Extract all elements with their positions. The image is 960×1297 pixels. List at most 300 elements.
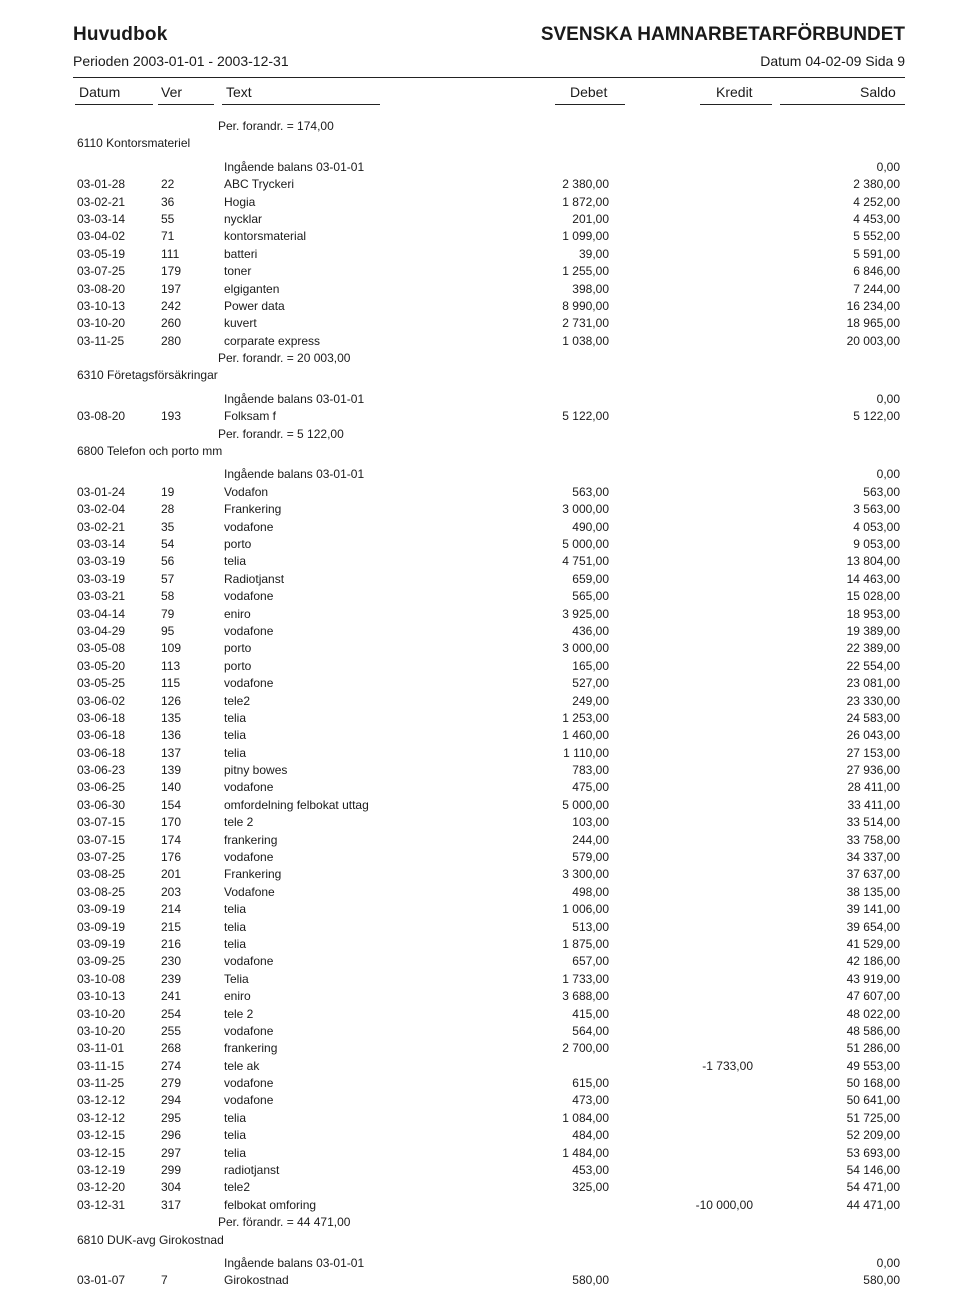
entry-text: vodafone bbox=[224, 623, 274, 638]
entry-debet: 484,00 bbox=[572, 1128, 609, 1143]
ledger-row bbox=[0, 988, 960, 1005]
ledger-row bbox=[0, 536, 960, 553]
ledger-row bbox=[0, 1255, 960, 1272]
entry-text: telia bbox=[224, 919, 247, 934]
entry-date: 03-12-31 bbox=[77, 1197, 126, 1212]
entry-debet: 473,00 bbox=[572, 1093, 609, 1108]
entry-voucher: 58 bbox=[161, 589, 175, 604]
entry-text: tele2 bbox=[224, 693, 251, 708]
entry-saldo: 4 252,00 bbox=[853, 194, 900, 209]
entry-saldo: 580,00 bbox=[863, 1273, 900, 1288]
column-underline-text bbox=[222, 104, 380, 105]
ledger-row bbox=[0, 1272, 960, 1289]
entry-debet: 5 000,00 bbox=[562, 536, 609, 551]
entry-saldo: 5 122,00 bbox=[853, 409, 900, 424]
ledger-row bbox=[0, 211, 960, 228]
entry-saldo: 44 471,00 bbox=[846, 1197, 900, 1212]
entry-saldo: 4 453,00 bbox=[853, 211, 900, 226]
report-title: Huvudbok bbox=[73, 24, 168, 45]
column-header-datum: Datum bbox=[79, 84, 121, 100]
ledger-row bbox=[0, 832, 960, 849]
ledger-row bbox=[0, 588, 960, 605]
ledger-row bbox=[0, 484, 960, 501]
entry-date: 03-06-18 bbox=[77, 745, 126, 760]
entry-date: 03-02-04 bbox=[77, 502, 126, 517]
entry-text: frankering bbox=[224, 1041, 278, 1056]
ledger-row bbox=[0, 408, 960, 425]
entry-date: 03-05-08 bbox=[77, 641, 126, 656]
entry-text: telia bbox=[224, 936, 247, 951]
entry-date: 03-10-20 bbox=[77, 316, 126, 331]
entry-saldo: 22 554,00 bbox=[846, 658, 900, 673]
entry-saldo: 18 953,00 bbox=[846, 606, 900, 621]
entry-date: 03-02-21 bbox=[77, 194, 126, 209]
entry-date: 03-06-30 bbox=[77, 797, 126, 812]
entry-debet: 5 122,00 bbox=[562, 409, 609, 424]
entry-voucher: 71 bbox=[161, 229, 175, 244]
entry-saldo: 0,00 bbox=[876, 159, 900, 174]
entry-date: 03-12-12 bbox=[77, 1093, 126, 1108]
entry-text: vodafone bbox=[224, 519, 274, 534]
entry-date: 03-08-20 bbox=[77, 281, 126, 296]
entry-date: 03-01-28 bbox=[77, 177, 126, 192]
entry-saldo: 51 286,00 bbox=[846, 1041, 900, 1056]
entry-date: 03-03-14 bbox=[77, 211, 126, 226]
ledger-row bbox=[0, 1023, 960, 1040]
period-change-text: Per. förandr. = 44 471,00 bbox=[218, 1215, 351, 1230]
entry-text: Frankering bbox=[224, 867, 282, 882]
entry-voucher: 170 bbox=[161, 815, 182, 830]
entry-saldo: 33 514,00 bbox=[846, 815, 900, 830]
ledger-row bbox=[0, 710, 960, 727]
entry-date: 03-06-25 bbox=[77, 780, 126, 795]
entry-text: toner bbox=[224, 264, 252, 279]
entry-voucher: 28 bbox=[161, 502, 175, 517]
entry-text: vodafone bbox=[224, 850, 274, 865]
entry-saldo: 39 654,00 bbox=[846, 919, 900, 934]
ledger-row bbox=[0, 391, 960, 408]
entry-text: vodafone bbox=[224, 676, 274, 691]
entry-debet: 513,00 bbox=[572, 919, 609, 934]
entry-text: eniro bbox=[224, 606, 251, 621]
entry-date: 03-08-25 bbox=[77, 884, 126, 899]
entry-text: vodafone bbox=[224, 954, 274, 969]
ledger-row bbox=[0, 519, 960, 536]
entry-debet: 490,00 bbox=[572, 519, 609, 534]
entry-debet: 2 380,00 bbox=[562, 177, 609, 192]
entry-voucher: 126 bbox=[161, 693, 182, 708]
entry-date: 03-01-07 bbox=[77, 1273, 126, 1288]
entry-voucher: 242 bbox=[161, 298, 182, 313]
entry-saldo: 51 725,00 bbox=[846, 1110, 900, 1125]
ledger-row bbox=[0, 919, 960, 936]
ledger-row bbox=[0, 1127, 960, 1144]
ledger-row bbox=[0, 936, 960, 953]
entry-voucher: 297 bbox=[161, 1145, 182, 1160]
entry-debet: 5 000,00 bbox=[562, 797, 609, 812]
ledger-row bbox=[0, 849, 960, 866]
entry-date: 03-10-20 bbox=[77, 1006, 126, 1021]
entry-saldo: 27 153,00 bbox=[846, 745, 900, 760]
entry-date: 03-11-25 bbox=[77, 333, 125, 348]
entry-voucher: 254 bbox=[161, 1006, 182, 1021]
ledger-row bbox=[0, 901, 960, 918]
entry-debet: 475,00 bbox=[572, 780, 609, 795]
entry-saldo: 0,00 bbox=[876, 467, 900, 482]
entry-text: porto bbox=[224, 641, 252, 656]
organization-name: SVENSKA HAMNARBETARFÖRBUNDET bbox=[540, 24, 905, 45]
entry-voucher: 35 bbox=[161, 519, 175, 534]
entry-date: 03-09-19 bbox=[77, 936, 126, 951]
ledger-row bbox=[0, 501, 960, 518]
entry-debet: 103,00 bbox=[572, 815, 609, 830]
entry-kredit: -10 000,00 bbox=[695, 1197, 753, 1212]
column-underline-kredit bbox=[700, 104, 772, 105]
account-title: 6310 Företagsförsäkringar bbox=[77, 368, 218, 383]
column-underline-datum bbox=[75, 104, 153, 105]
entry-debet: 1 875,00 bbox=[562, 936, 609, 951]
entry-text: vodafone bbox=[224, 780, 274, 795]
entry-text: telia bbox=[224, 728, 247, 743]
entry-saldo: 3 563,00 bbox=[853, 502, 900, 517]
column-header-saldo: Saldo bbox=[860, 84, 896, 100]
entry-debet: 1 099,00 bbox=[562, 229, 609, 244]
entry-debet: 3 000,00 bbox=[562, 641, 609, 656]
entry-voucher: 255 bbox=[161, 1023, 182, 1038]
period-change-text: Per. forandr. = 174,00 bbox=[218, 119, 334, 133]
entry-debet: 563,00 bbox=[572, 484, 609, 499]
entry-date: 03-03-19 bbox=[77, 554, 126, 569]
entry-saldo: 33 758,00 bbox=[846, 832, 900, 847]
entry-text: frankering bbox=[224, 832, 278, 847]
entry-text: Telia bbox=[224, 971, 249, 986]
ledger-row bbox=[0, 1092, 960, 1109]
entry-debet: 453,00 bbox=[572, 1163, 609, 1178]
entry-kredit: -1 733,00 bbox=[702, 1058, 753, 1073]
column-header-kredit: Kredit bbox=[716, 84, 753, 100]
ledger-row bbox=[0, 1197, 960, 1214]
entry-date: 03-12-20 bbox=[77, 1180, 126, 1195]
entry-text: Vodafon bbox=[224, 484, 269, 499]
ledger-row bbox=[0, 658, 960, 675]
entry-text: batteri bbox=[224, 246, 258, 261]
entry-voucher: 111 bbox=[161, 246, 180, 261]
entry-text: tele2 bbox=[224, 1180, 251, 1195]
entry-text: vodafone bbox=[224, 589, 274, 604]
entry-debet: 565,00 bbox=[572, 589, 609, 604]
entry-text: Ingående balans 03-01-01 bbox=[224, 391, 365, 406]
entry-debet: 1 484,00 bbox=[562, 1145, 609, 1160]
ledger-row bbox=[0, 571, 960, 588]
entry-debet: 1 084,00 bbox=[562, 1110, 609, 1125]
entry-text: kontorsmaterial bbox=[224, 229, 307, 244]
entry-date: 03-03-21 bbox=[77, 589, 126, 604]
entry-debet: 659,00 bbox=[572, 571, 609, 586]
entry-saldo: 28 411,00 bbox=[847, 780, 900, 795]
entry-saldo: 19 389,00 bbox=[846, 623, 900, 638]
entry-voucher: 136 bbox=[161, 728, 182, 743]
ledger-row bbox=[0, 298, 960, 315]
entry-debet: 2 731,00 bbox=[562, 316, 609, 331]
entry-text: telia bbox=[224, 745, 247, 760]
column-header-text: Text bbox=[226, 84, 252, 100]
entry-voucher: 56 bbox=[161, 554, 175, 569]
entry-debet: 325,00 bbox=[572, 1180, 609, 1195]
entry-voucher: 279 bbox=[161, 1076, 182, 1091]
entry-saldo: 52 209,00 bbox=[846, 1128, 900, 1143]
entry-voucher: 215 bbox=[161, 919, 182, 934]
entry-text: tele 2 bbox=[224, 815, 254, 830]
entry-text: telia bbox=[224, 1110, 247, 1125]
ledger-row bbox=[0, 1110, 960, 1127]
entry-debet: 398,00 bbox=[572, 281, 609, 296]
entry-saldo: 37 637,00 bbox=[846, 867, 900, 882]
entry-debet: 527,00 bbox=[572, 676, 609, 691]
ledger-row bbox=[0, 194, 960, 211]
entry-text: radiotjanst bbox=[224, 1163, 280, 1178]
entry-date: 03-10-13 bbox=[77, 298, 126, 313]
entry-saldo: 39 141,00 bbox=[846, 902, 900, 917]
entry-voucher: 294 bbox=[161, 1093, 182, 1108]
entry-saldo: 20 003,00 bbox=[846, 333, 900, 348]
entry-text: Ingående balans 03-01-01 bbox=[224, 467, 365, 482]
entry-date: 03-03-19 bbox=[77, 571, 126, 586]
ledger-row bbox=[0, 1040, 960, 1057]
ledger-row bbox=[0, 675, 960, 692]
entry-text: Ingående balans 03-01-01 bbox=[224, 1256, 365, 1270]
entry-voucher: 295 bbox=[161, 1110, 182, 1125]
ledger-row bbox=[0, 228, 960, 245]
entry-voucher: 260 bbox=[161, 316, 182, 331]
entry-text: tele ak bbox=[224, 1058, 260, 1073]
entry-text: eniro bbox=[224, 989, 251, 1004]
account-title: 6810 DUK-avg Girokostnad bbox=[77, 1232, 224, 1247]
entry-voucher: 113 bbox=[161, 658, 181, 673]
period-change-row bbox=[0, 426, 960, 443]
ledger-row bbox=[0, 159, 960, 176]
column-underline-saldo bbox=[780, 104, 905, 105]
entry-text: corparate express bbox=[224, 333, 321, 348]
entry-text: Vodafone bbox=[224, 884, 275, 899]
entry-date: 03-06-18 bbox=[77, 710, 126, 725]
entry-voucher: 57 bbox=[161, 571, 175, 586]
entry-saldo: 54 471,00 bbox=[846, 1180, 900, 1195]
entry-saldo: 50 168,00 bbox=[846, 1076, 900, 1091]
ledger-row bbox=[0, 640, 960, 657]
entry-date: 03-11-15 bbox=[77, 1058, 125, 1073]
entry-voucher: 241 bbox=[161, 989, 182, 1004]
entry-debet: 436,00 bbox=[572, 623, 609, 638]
entry-voucher: 179 bbox=[161, 264, 182, 279]
entry-saldo: 22 389,00 bbox=[846, 641, 900, 656]
entry-text: felbokat omforing bbox=[224, 1197, 317, 1212]
entry-saldo: 9 053,00 bbox=[853, 536, 900, 551]
ledger-row bbox=[0, 1006, 960, 1023]
ledger-table bbox=[0, 118, 960, 1290]
entry-voucher: 95 bbox=[161, 623, 175, 638]
entry-voucher: 137 bbox=[161, 745, 182, 760]
entry-debet: 1 038,00 bbox=[562, 333, 609, 348]
entry-text: ABC Tryckeri bbox=[224, 177, 295, 192]
entry-saldo: 5 591,00 bbox=[853, 246, 900, 261]
entry-saldo: 27 936,00 bbox=[846, 763, 900, 778]
ledger-row bbox=[0, 246, 960, 263]
entry-text: porto bbox=[224, 536, 252, 551]
entry-saldo: 4 053,00 bbox=[853, 519, 900, 534]
entry-voucher: 239 bbox=[161, 971, 182, 986]
entry-saldo: 49 553,00 bbox=[846, 1058, 900, 1073]
entry-date: 03-10-20 bbox=[77, 1023, 126, 1038]
column-underline-ver bbox=[158, 104, 214, 105]
ledger-row bbox=[0, 606, 960, 623]
entry-voucher: 22 bbox=[161, 177, 175, 192]
report-date-page: Datum 04-02-09 Sida 9 bbox=[760, 53, 905, 69]
entry-saldo: 15 028,00 bbox=[846, 589, 900, 604]
entry-text: elgiganten bbox=[224, 281, 280, 296]
entry-date: 03-07-15 bbox=[77, 832, 126, 847]
entry-voucher: 193 bbox=[161, 409, 182, 424]
entry-voucher: 109 bbox=[161, 641, 182, 656]
entry-saldo: 14 463,00 bbox=[846, 571, 900, 586]
entry-text: Frankering bbox=[224, 502, 282, 517]
entry-date: 03-12-12 bbox=[77, 1110, 126, 1125]
entry-saldo: 38 135,00 bbox=[846, 884, 900, 899]
column-header-ver: Ver bbox=[161, 84, 183, 100]
entry-voucher: 154 bbox=[161, 797, 182, 812]
entry-debet: 4 751,00 bbox=[562, 554, 609, 569]
ledger-row bbox=[0, 553, 960, 570]
entry-voucher: 201 bbox=[161, 867, 182, 882]
entry-saldo: 48 022,00 bbox=[846, 1006, 900, 1021]
entry-date: 03-12-19 bbox=[77, 1163, 126, 1178]
entry-date: 03-12-15 bbox=[77, 1145, 126, 1160]
entry-saldo: 42 186,00 bbox=[846, 954, 900, 969]
ledger-row bbox=[0, 727, 960, 744]
entry-voucher: 268 bbox=[161, 1041, 182, 1056]
entry-date: 03-05-20 bbox=[77, 658, 126, 673]
entry-date: 03-06-02 bbox=[77, 693, 126, 708]
entry-voucher: 79 bbox=[161, 606, 175, 621]
ledger-row bbox=[0, 1179, 960, 1196]
column-underline-debet bbox=[555, 104, 625, 105]
entry-voucher: 280 bbox=[161, 333, 182, 348]
entry-debet: 8 990,00 bbox=[562, 298, 609, 313]
entry-text: Power data bbox=[224, 298, 285, 313]
entry-debet: 498,00 bbox=[572, 884, 609, 899]
entry-date: 03-03-14 bbox=[77, 536, 126, 551]
entry-date: 03-07-25 bbox=[77, 850, 126, 865]
entry-saldo: 34 337,00 bbox=[846, 850, 900, 865]
header-rule bbox=[73, 77, 905, 78]
entry-text: omfordelning felbokat uttag bbox=[224, 797, 369, 812]
entry-voucher: 36 bbox=[161, 194, 175, 209]
entry-debet: 3 300,00 bbox=[562, 867, 609, 882]
entry-debet: 3 688,00 bbox=[562, 989, 609, 1004]
entry-debet: 1 253,00 bbox=[562, 710, 609, 725]
entry-voucher: 214 bbox=[161, 902, 182, 917]
entry-debet: 564,00 bbox=[572, 1023, 609, 1038]
entry-date: 03-07-25 bbox=[77, 264, 126, 279]
entry-text: Folksam f bbox=[224, 409, 277, 424]
ledger-row bbox=[0, 971, 960, 988]
entry-text: vodafone bbox=[224, 1093, 274, 1108]
entry-date: 03-02-21 bbox=[77, 519, 126, 534]
entry-voucher: 115 bbox=[161, 676, 181, 691]
entry-date: 03-10-08 bbox=[77, 971, 126, 986]
entry-saldo: 41 529,00 bbox=[846, 936, 900, 951]
entry-text: telia bbox=[224, 710, 247, 725]
entry-saldo: 13 804,00 bbox=[846, 554, 900, 569]
column-header-debet: Debet bbox=[570, 84, 608, 100]
entry-date: 03-11-01 bbox=[77, 1041, 125, 1056]
entry-text: porto bbox=[224, 658, 252, 673]
entry-saldo: 16 234,00 bbox=[846, 298, 900, 313]
entry-date: 03-08-25 bbox=[77, 867, 126, 882]
entry-debet: 579,00 bbox=[572, 850, 609, 865]
entry-date: 03-07-15 bbox=[77, 815, 126, 830]
entry-saldo: 24 583,00 bbox=[846, 710, 900, 725]
ledger-row bbox=[0, 1145, 960, 1162]
ledger-row bbox=[0, 814, 960, 831]
entry-voucher: 54 bbox=[161, 536, 175, 551]
entry-saldo: 7 244,00 bbox=[853, 281, 900, 296]
ledger-row bbox=[0, 779, 960, 796]
entry-saldo: 563,00 bbox=[863, 484, 900, 499]
entry-date: 03-08-20 bbox=[77, 409, 126, 424]
ledger-row bbox=[0, 797, 960, 814]
entry-date: 03-05-19 bbox=[77, 246, 126, 261]
entry-text: telia bbox=[224, 554, 247, 569]
entry-debet: 165,00 bbox=[572, 658, 609, 673]
account-title: 6110 Kontorsmateriel bbox=[77, 136, 191, 151]
entry-date: 03-09-19 bbox=[77, 902, 126, 917]
entry-saldo: 26 043,00 bbox=[846, 728, 900, 743]
entry-debet: 249,00 bbox=[572, 693, 609, 708]
ledger-row bbox=[0, 762, 960, 779]
entry-voucher: 139 bbox=[161, 763, 182, 778]
ledger-row bbox=[0, 884, 960, 901]
entry-voucher: 140 bbox=[161, 780, 182, 795]
ledger-row bbox=[0, 315, 960, 332]
entry-date: 03-04-02 bbox=[77, 229, 126, 244]
ledger-row bbox=[0, 953, 960, 970]
ledger-row bbox=[0, 623, 960, 640]
entry-date: 03-10-13 bbox=[77, 989, 126, 1004]
entry-voucher: 230 bbox=[161, 954, 182, 969]
entry-date: 03-09-19 bbox=[77, 919, 126, 934]
entry-voucher: 274 bbox=[161, 1058, 182, 1073]
entry-text: telia bbox=[224, 902, 247, 917]
entry-debet: 1 733,00 bbox=[562, 971, 609, 986]
entry-text: vodafone bbox=[224, 1023, 274, 1038]
entry-debet: 2 700,00 bbox=[562, 1041, 609, 1056]
entry-voucher: 304 bbox=[161, 1180, 182, 1195]
entry-debet: 1 006,00 bbox=[562, 902, 609, 917]
period-change-text: Per. forandr. = 5 122,00 bbox=[218, 426, 344, 441]
entry-text: vodafone bbox=[224, 1076, 274, 1091]
entry-saldo: 53 693,00 bbox=[846, 1145, 900, 1160]
entry-text: Girokostnad bbox=[224, 1273, 289, 1288]
entry-date: 03-06-18 bbox=[77, 728, 126, 743]
entry-saldo: 0,00 bbox=[876, 391, 900, 406]
account-heading bbox=[0, 443, 960, 460]
account-title: 6800 Telefon och porto mm bbox=[77, 444, 223, 459]
entry-text: tele 2 bbox=[224, 1006, 254, 1021]
entry-voucher: 203 bbox=[161, 884, 182, 899]
ledger-row bbox=[0, 866, 960, 883]
entry-voucher: 216 bbox=[161, 936, 182, 951]
entry-date: 03-04-29 bbox=[77, 623, 126, 638]
